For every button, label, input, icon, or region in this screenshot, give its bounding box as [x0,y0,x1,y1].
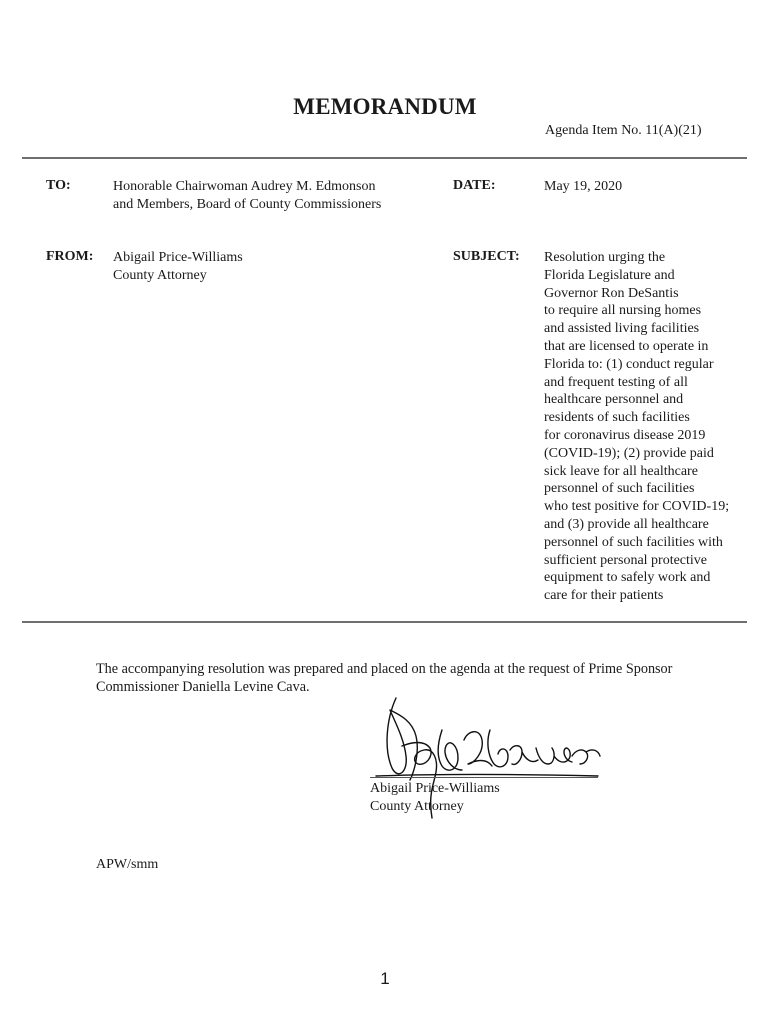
to-line: and Members, Board of County Commissioners [113,197,382,212]
memo-title: MEMORANDUM [293,94,477,119]
subject-line: (COVID-19); (2) provide paid [544,445,714,461]
subject-line: Florida to: (1) conduct regular [544,356,714,372]
subject-text [544,249,729,605]
top-divider [22,157,747,159]
subject-line: that are licensed to operate in [544,338,709,354]
from-label: FROM: [46,249,94,264]
to-line: Honorable Chairwoman Audrey M. Edmonson [113,179,376,194]
from-line: County Attorney [113,268,207,283]
signer-title: County Attorney [370,799,464,814]
subject-line: Florida Legislature and [544,267,675,283]
subject-line: care for their patients [544,588,664,604]
date-label: DATE: [453,178,496,193]
agenda-item-number: Agenda Item No. 11(A)(21) [545,123,702,138]
subject-line: who test positive for COVID-19; [544,499,730,515]
subject-line: personnel of such facilities [544,481,695,497]
date-value: May 19, 2020 [544,179,623,194]
to-label: TO: [46,178,71,193]
reference-initials: APW/smm [96,857,159,872]
signer-name: Abigail Price-Williams [370,781,500,796]
subject-line: and assisted living facilities [544,321,700,337]
to-recipients [113,178,381,214]
subject-line: sufficient personal protective [544,552,708,568]
subject-line: and frequent testing of all [544,374,688,390]
subject-line: Resolution urging the [544,250,666,265]
subject-line: equipment to safely work and [544,570,711,586]
from-line: Abigail Price-Williams [113,250,243,265]
subject-line: sick leave for all healthcare [544,463,698,479]
subject-line: Governor Ron DeSantis [544,285,679,301]
body-line: The accompanying resolution was prepared and placed on the agenda at the request of Prime Sponsor [96,661,673,677]
body-line: Commissioner Daniella Levine Cava. [96,679,310,695]
from-sender [113,249,243,285]
subject-line: healthcare personnel and [544,392,684,408]
page-number: 1 [380,969,390,988]
subject-line: to require all nursing homes [544,303,702,319]
subject-line: residents of such facilities [544,410,690,426]
bottom-divider [22,621,747,623]
signature-line [370,777,598,778]
subject-label: SUBJECT: [453,249,520,264]
subject-line: and (3) provide all healthcare [544,516,709,532]
subject-line: for coronavirus disease 2019 [544,427,706,443]
signature-block [370,780,500,816]
subject-line: personnel of such facilities with [544,534,723,550]
